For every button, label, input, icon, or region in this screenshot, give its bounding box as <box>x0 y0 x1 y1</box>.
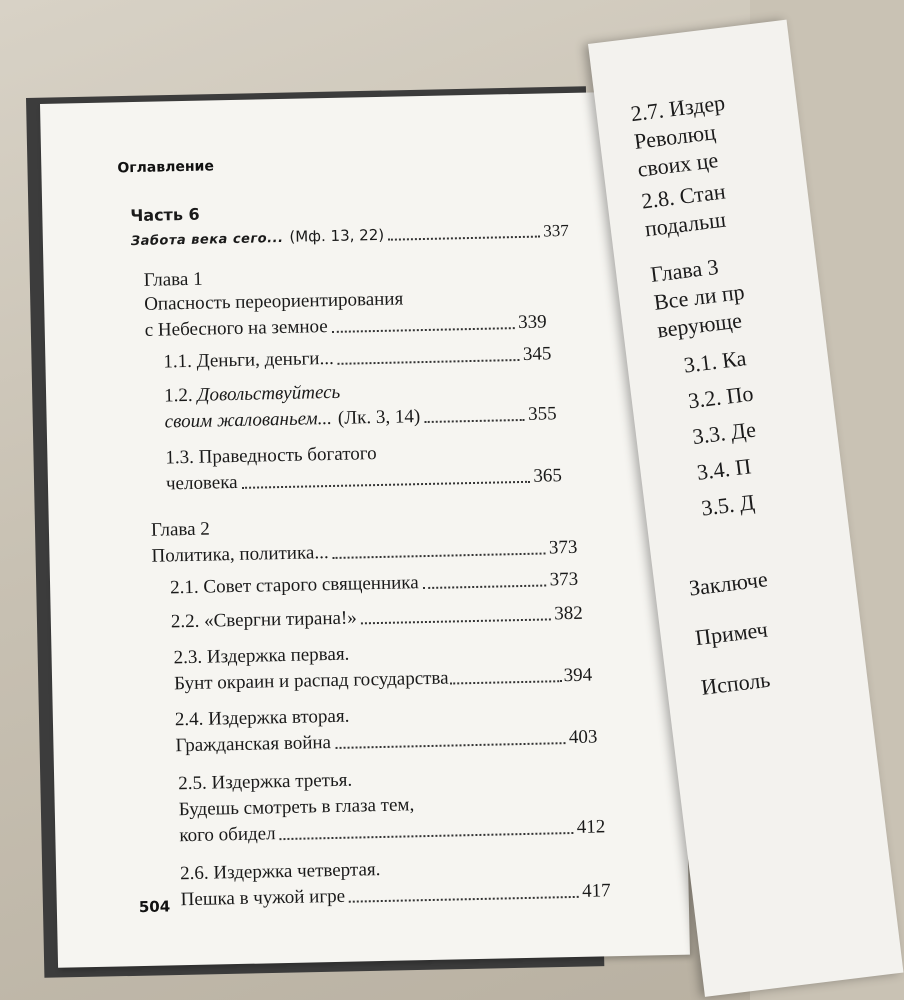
entry-ref: (Лк. 3, 14) <box>337 406 421 429</box>
toc-entry-1-1 <box>163 343 551 373</box>
entry-page: 365 <box>533 465 563 487</box>
entry-title: 2.1. Совет старого священника <box>169 572 419 599</box>
entry-title-cont: Пешка в чужой игре <box>180 885 346 911</box>
running-title: Оглавление <box>117 158 215 177</box>
rp-line: Примеч <box>693 616 770 651</box>
toc-entry-2-2 <box>171 603 583 634</box>
entry-title-cont: Гражданская война <box>175 732 332 757</box>
toc-entry-1-2-line1 <box>164 382 341 408</box>
chapter2-label: Глава 2 <box>150 518 211 541</box>
page-number: 504 <box>138 897 171 917</box>
entry-page: 373 <box>549 568 579 591</box>
toc-entry-2-1 <box>170 569 578 600</box>
rp-line: 3.4. П <box>695 453 753 485</box>
entry-number: 1.2. <box>163 384 193 407</box>
entry-page: 355 <box>527 403 557 425</box>
leader-dots <box>349 896 578 903</box>
entry-page: 345 <box>522 343 552 365</box>
part-label: Часть 6 <box>130 204 200 226</box>
rp-line: подальш <box>643 206 728 242</box>
rp-line: своих це <box>636 147 720 182</box>
toc-entry-2-6-line1: 2.6. Издержка четвертая. <box>179 859 381 885</box>
chapter2-title-line <box>151 537 577 568</box>
leader-dots <box>242 481 530 489</box>
rp-line: 2.7. Издер <box>629 89 727 127</box>
chapter2-page: 373 <box>548 536 578 559</box>
entry-title-cont: кого обидел <box>179 823 276 847</box>
chapter2-title: Политика, политика... <box>151 542 329 567</box>
entry-page: 417 <box>581 880 611 902</box>
entry-title-cont: Бунт окраин и распад государства <box>173 667 449 695</box>
leader-dots <box>280 832 573 840</box>
entry-title-cont: своим жалованьем... <box>164 407 333 433</box>
entry-title-cont: человека <box>165 471 238 495</box>
leader-dots <box>332 327 515 333</box>
leader-dots <box>335 742 565 749</box>
entry-title: Довольствуйтесь <box>197 381 341 406</box>
rp-line: Заключе <box>687 566 769 601</box>
rp-line: Все ли пр <box>652 278 746 315</box>
rp-line: 3.5. Д <box>699 489 757 521</box>
rp-line: Исполь <box>699 666 772 700</box>
entry-page: 403 <box>568 726 598 749</box>
rp-line: Глава 3 <box>649 253 720 288</box>
leader-dots <box>338 359 519 365</box>
rp-line: 3.2. По <box>686 380 755 414</box>
leader-dots <box>333 553 545 559</box>
rp-line: верующе <box>655 307 744 343</box>
chapter1-title-line <box>145 311 547 341</box>
toc-entry-2-5-line1: 2.5. Издержка третья. <box>178 769 353 795</box>
toc-entry-2-6-line2 <box>180 880 610 911</box>
leader-dots <box>451 680 562 684</box>
chapter1-title-line1: Опасность переориентирования <box>143 288 404 315</box>
chapter1-title-line2: с Небесного на земное <box>144 316 328 341</box>
entry-page: 412 <box>576 816 606 838</box>
leader-dots <box>423 585 546 590</box>
toc-entry-2-4-line1: 2.4. Издержка вторая. <box>174 705 350 731</box>
entry-title: 2.2. «Свергни тирана!» <box>170 607 357 633</box>
part-subtitle: Забота века сего... <box>130 230 284 250</box>
left-page <box>40 91 690 968</box>
toc-entry-1-2-line2 <box>164 403 556 433</box>
toc-entry-2-4-line2 <box>175 726 597 757</box>
toc-entry-1-3-line2 <box>166 465 562 495</box>
leader-dots <box>424 419 524 423</box>
entry-title: 1.1. Деньги, деньги... <box>163 347 334 373</box>
chapter1-label: Глава 1 <box>143 268 203 291</box>
toc-entry-2-3-line2 <box>174 665 592 696</box>
leader-dots <box>388 236 539 241</box>
rp-line: 2.8. Стан <box>640 178 727 214</box>
toc-entry-2-3-line1: 2.3. Издержка первая. <box>173 643 350 669</box>
rp-line: 3.3. Де <box>691 416 758 450</box>
leader-dots <box>361 618 551 624</box>
entry-page: 382 <box>554 602 584 625</box>
entry-page: 394 <box>563 664 593 687</box>
toc-entry-1-3-line1: 1.3. Праведность богатого <box>165 443 377 469</box>
part-page: 337 <box>543 220 569 241</box>
rp-line: Революц <box>632 119 718 154</box>
chapter1-page: 339 <box>517 311 547 334</box>
toc-entry-2-5-line3 <box>179 816 605 847</box>
part-ref: (Мф. 13, 22) <box>289 225 385 246</box>
rp-line: 3.1. Ка <box>682 345 748 378</box>
part-title-line <box>131 221 569 250</box>
toc-entry-2-5-line2: Будешь смотреть в глаза тем, <box>178 794 415 821</box>
